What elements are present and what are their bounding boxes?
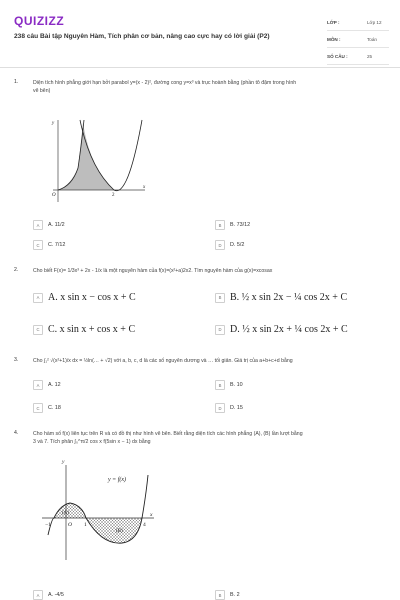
- tick-1: 1: [84, 522, 87, 528]
- option-letter: C: [33, 240, 43, 250]
- option-b[interactable]: [215, 590, 240, 600]
- option-text: C. 7/12: [48, 242, 66, 248]
- question-text: Cho ∫₁² √(x²+1)/x dx = ½ln(… + √2) với a, b, c, d là các số nguyên dương và … tối giản. Giá trị của a+b+c+d bằng: [33, 358, 293, 364]
- region-a-label: (A): [62, 511, 69, 516]
- question-number: 2.: [14, 267, 19, 273]
- meta-row-count: [327, 48, 389, 65]
- q4-graph: [42, 459, 192, 565]
- option-text: A. 11/2: [48, 222, 65, 228]
- option-text: D. 15: [230, 405, 243, 411]
- tick-4: 4: [143, 522, 146, 528]
- question-text: Cho biết F(x)= 1/3x³ + 2x - 1/x là một nguyên hàm của f(x)=(x²+a)2x2. Tìm nguyên hàm của g(x)=xcosax: [33, 268, 273, 274]
- question-number: 4.: [14, 430, 19, 436]
- region-b-label: (B): [116, 529, 123, 534]
- quizizz-logo: QUIZIZZ: [14, 14, 65, 28]
- option-text: C. x sin x + cos x + C: [48, 324, 136, 335]
- question-text: Cho hàm số f(x) liên tục trên R và có đồ thị như hình vẽ bên. Biết rằng diện tích các hình phẳng (A), (B) lần lượt bằng: [33, 431, 303, 437]
- y-axis-label: y: [62, 459, 65, 465]
- option-letter: B: [215, 380, 225, 390]
- option-text: B. ½ x sin 2x − ¼ cos 2x + C: [230, 292, 348, 303]
- tick-neg1: −1: [45, 522, 51, 528]
- option-letter: B: [215, 590, 225, 600]
- region-b-fill: [86, 518, 142, 543]
- meta-row-subject: [327, 31, 389, 48]
- meta-label: SỐ CÂU :: [327, 53, 348, 59]
- origin-label: O: [52, 193, 56, 198]
- question-number: 1.: [14, 79, 19, 85]
- option-d[interactable]: [215, 240, 244, 250]
- origin-label: O: [68, 522, 72, 528]
- option-text: A. -4/5: [48, 592, 64, 598]
- option-d[interactable]: [215, 324, 348, 335]
- x-axis-label: x: [150, 512, 153, 518]
- option-a[interactable]: [33, 590, 64, 600]
- question-text-cont: vẽ bên): [33, 88, 51, 94]
- option-text: C. 18: [48, 405, 61, 411]
- option-letter: A: [33, 590, 43, 600]
- option-d[interactable]: [215, 403, 243, 413]
- option-letter: A: [33, 220, 43, 230]
- document-title: 238 câu Bài tập Nguyên Hàm, Tích phân cơ bản, nâng cao cực hay có lời giải (P2): [14, 33, 270, 40]
- option-text: B. 73/12: [230, 222, 251, 228]
- shaded-region: [58, 123, 114, 190]
- q1-graph: [50, 121, 150, 203]
- option-letter: D: [215, 325, 225, 335]
- option-a[interactable]: [33, 380, 61, 390]
- option-text: A. x sin x − cos x + C: [48, 292, 136, 303]
- meta-value: Lớp 12: [367, 19, 382, 25]
- question-text: Diện tích hình phẳng giới hạn bởi parabol y=(x - 2)², đường cong y=x³ và trục hoành bằng (phần tô đậm trong hình: [33, 80, 297, 86]
- option-letter: B: [215, 293, 225, 303]
- option-letter: A: [33, 380, 43, 390]
- option-letter: D: [215, 403, 225, 413]
- option-letter: B: [215, 220, 225, 230]
- x-axis-label: x: [143, 185, 146, 190]
- question-text-cont: 3 và 7. Tích phân ∫₀^π/2 cos x f(5sin x − 1) dx bằng: [33, 439, 151, 445]
- option-letter: C: [33, 403, 43, 413]
- option-a[interactable]: [33, 220, 65, 230]
- meta-table: [327, 14, 389, 65]
- option-c[interactable]: [33, 324, 135, 335]
- option-b[interactable]: [215, 292, 347, 303]
- option-letter: D: [215, 240, 225, 250]
- tick-label: 2: [112, 193, 115, 198]
- meta-row-class: [327, 14, 389, 31]
- meta-label: LỚP :: [327, 19, 340, 25]
- option-b[interactable]: [215, 220, 250, 230]
- option-text: B. 2: [230, 592, 240, 598]
- option-c[interactable]: [33, 403, 61, 413]
- meta-value: 25: [367, 53, 373, 59]
- option-text: D. ½ x sin 2x + ¼ cos 2x + C: [230, 324, 348, 335]
- option-b[interactable]: [215, 380, 243, 390]
- meta-value: Toán: [367, 36, 377, 42]
- header-divider: [0, 67, 400, 68]
- option-c[interactable]: [33, 240, 65, 250]
- function-label: y = f(x): [108, 477, 127, 483]
- option-letter: A: [33, 293, 43, 303]
- option-text: A. 12: [48, 382, 61, 388]
- y-axis-label: y: [52, 121, 55, 126]
- option-a[interactable]: [33, 292, 136, 303]
- option-text: D. 5/2: [230, 242, 245, 248]
- option-text: B. 10: [230, 382, 243, 388]
- question-number: 3.: [14, 357, 19, 363]
- meta-label: MÔN :: [327, 36, 341, 42]
- option-letter: C: [33, 325, 43, 335]
